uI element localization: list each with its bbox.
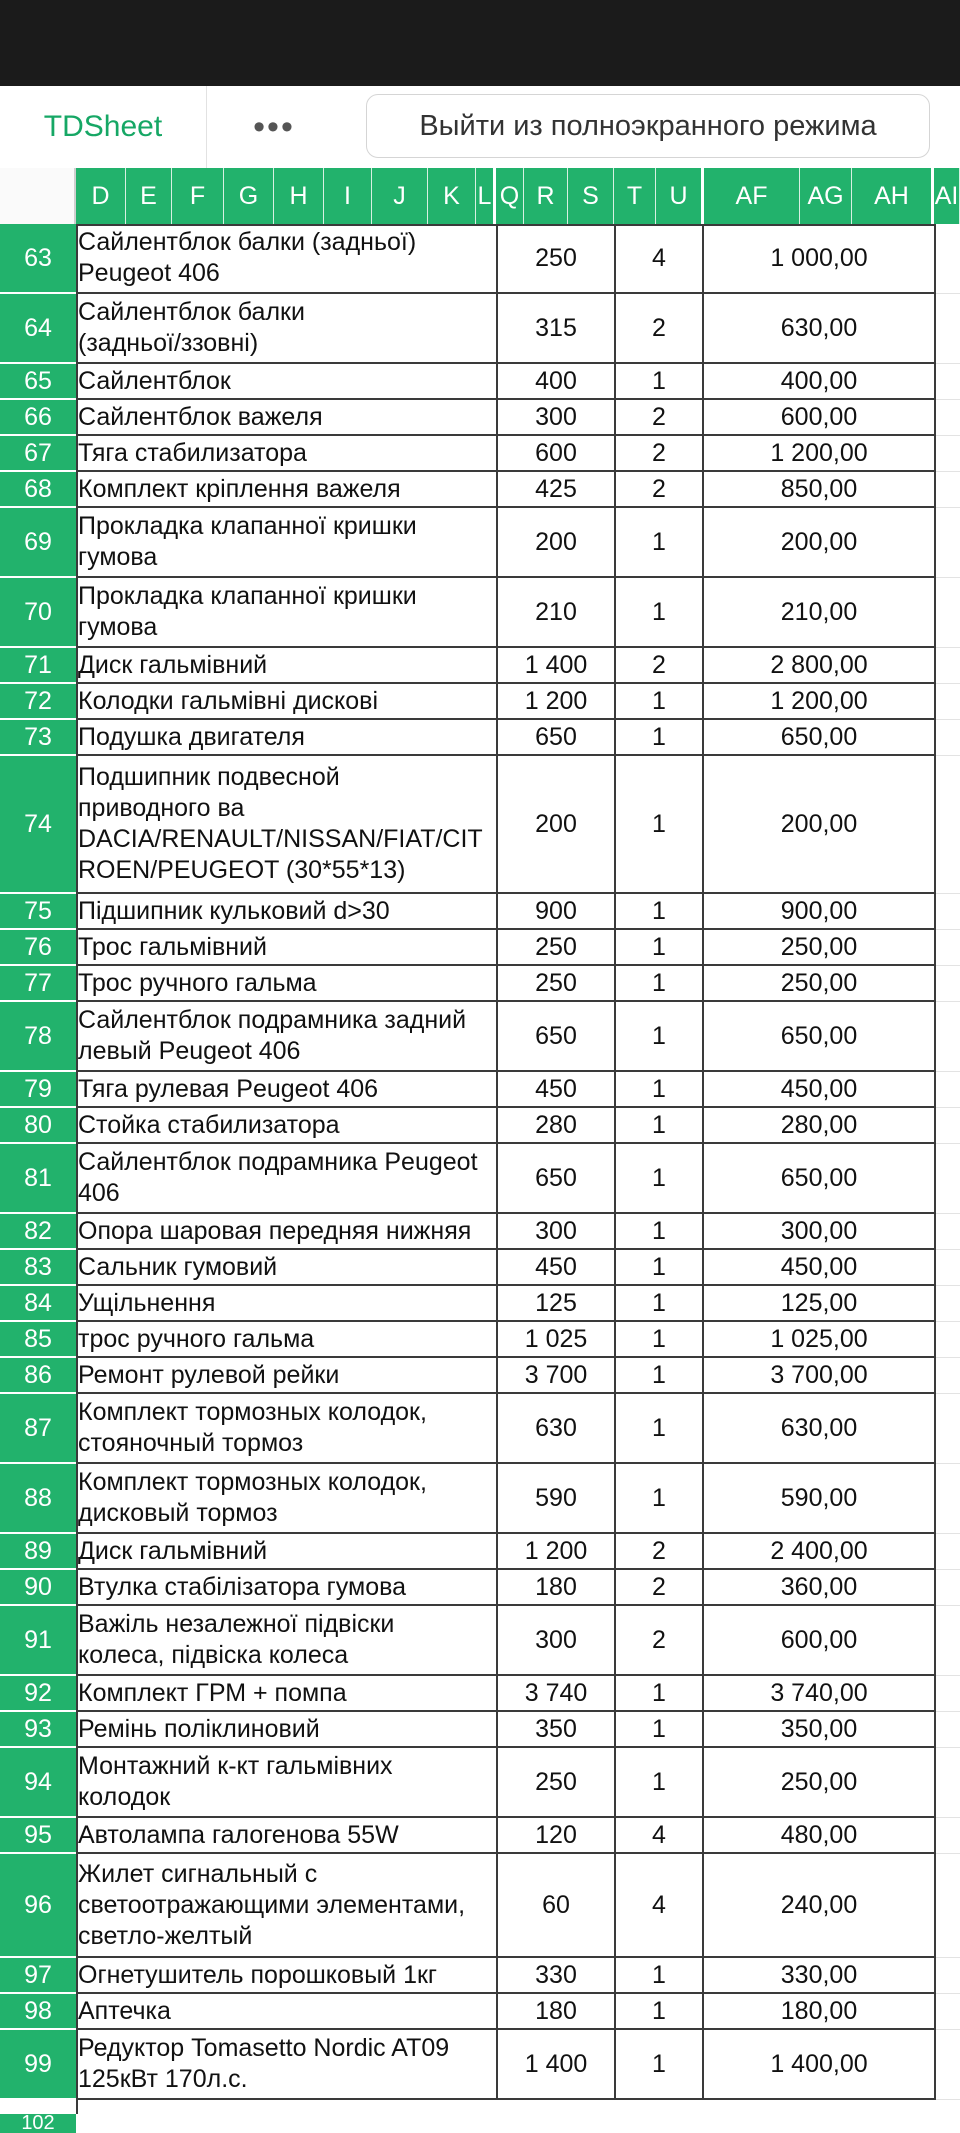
cell-item-name[interactable]: Диск гальмівний — [76, 1534, 498, 1570]
cell-sum[interactable]: 250,00 — [704, 966, 936, 1002]
cell-item-name[interactable]: Ремонт рулевой рейки — [76, 1358, 498, 1394]
row-header[interactable]: 75 — [0, 894, 76, 930]
row-header[interactable]: 79 — [0, 1072, 76, 1108]
cell-empty[interactable] — [936, 1676, 960, 1712]
table-row — [0, 472, 960, 508]
cell-sum[interactable]: 250,00 — [704, 1748, 936, 1818]
table-row — [0, 894, 960, 930]
row-header[interactable]: 68 — [0, 472, 76, 508]
cell-empty[interactable] — [936, 1570, 960, 1606]
cell-price[interactable]: 250 — [498, 224, 616, 294]
cell-quantity[interactable]: 1 — [616, 1286, 704, 1322]
row-header[interactable]: 92 — [0, 1676, 76, 1712]
cell-item-name[interactable]: Трос ручного гальма — [76, 966, 498, 1002]
cell-quantity[interactable]: 1 — [616, 1358, 704, 1394]
cell-sum[interactable]: 650,00 — [704, 1002, 936, 1072]
cell-sum[interactable]: 400,00 — [704, 364, 936, 400]
cell-quantity[interactable]: 1 — [616, 966, 704, 1002]
cell-price[interactable]: 1 200 — [498, 1534, 616, 1570]
table-row — [0, 1606, 960, 1676]
cell-quantity[interactable]: 1 — [616, 1214, 704, 1250]
cell-item-name[interactable]: Сайлентблок подрамника Peugeot 406 — [76, 1144, 498, 1214]
cell-sum[interactable]: 360,00 — [704, 1570, 936, 1606]
row-header[interactable]: 98 — [0, 1994, 76, 2030]
cell-item-name[interactable]: Жилет сигнальный с светоотражающими элементами, светло-желтый — [76, 1854, 498, 1958]
cell-item-name[interactable]: Сайлентблок важеля — [76, 400, 498, 436]
cell-item-name[interactable]: Сальник гумовий — [76, 1250, 498, 1286]
table-row — [0, 684, 960, 720]
table-row — [0, 1854, 960, 1958]
column-header-bar — [0, 168, 960, 226]
table-row — [0, 1286, 960, 1322]
cell-empty[interactable] — [936, 1748, 960, 1818]
cell-empty[interactable] — [936, 2030, 960, 2100]
cell-empty[interactable] — [936, 1394, 960, 1464]
table-row — [0, 1534, 960, 1570]
cell-price[interactable]: 3 740 — [498, 1676, 616, 1712]
table-row — [0, 1818, 960, 1854]
cell-empty[interactable] — [936, 966, 960, 1002]
row-header[interactable]: 93 — [0, 1712, 76, 1748]
cell-quantity[interactable]: 1 — [616, 930, 704, 966]
cell-price[interactable]: 1 400 — [498, 2030, 616, 2100]
cell-quantity[interactable]: 1 — [616, 1748, 704, 1818]
cell-empty[interactable] — [936, 1286, 960, 1322]
cell-quantity[interactable]: 1 — [616, 720, 704, 756]
cell-empty[interactable] — [936, 684, 960, 720]
cell-price[interactable]: 650 — [498, 720, 616, 756]
table-row — [0, 1002, 960, 1072]
cell-sum[interactable]: 480,00 — [704, 1818, 936, 1854]
row-header[interactable]: 89 — [0, 1534, 76, 1570]
cell-price[interactable]: 590 — [498, 1464, 616, 1534]
cell-item-name[interactable]: Подушка двигателя — [76, 720, 498, 756]
table-row — [0, 966, 960, 1002]
row-header[interactable]: 63 — [0, 224, 76, 294]
column-header-r[interactable]: R — [524, 168, 568, 224]
column-header-i[interactable]: I — [324, 168, 372, 224]
cell-empty[interactable] — [936, 1072, 960, 1108]
cell-empty[interactable] — [936, 1250, 960, 1286]
row-header[interactable]: 74 — [0, 756, 76, 894]
cell-quantity[interactable]: 1 — [616, 1994, 704, 2030]
cell-price[interactable]: 60 — [498, 1854, 616, 1958]
table-row — [0, 2114, 960, 2133]
cell-sum[interactable]: 280,00 — [704, 1108, 936, 1144]
column-header-ai[interactable]: AI — [934, 168, 960, 224]
row-header[interactable]: 94 — [0, 1748, 76, 1818]
cell-empty[interactable] — [936, 1958, 960, 1994]
cell-item-name[interactable]: Редуктор Tomasetto Nordic AT09 125кВт 170л.с. — [76, 2030, 498, 2100]
cell-quantity[interactable]: 2 — [616, 400, 704, 436]
cell-empty[interactable] — [936, 930, 960, 966]
cell-sum[interactable]: 600,00 — [704, 400, 936, 436]
cell-price[interactable]: 300 — [498, 1606, 616, 1676]
cell-quantity[interactable]: 2 — [616, 294, 704, 364]
cell-sum[interactable]: 3 740,00 — [704, 1676, 936, 1712]
row-header[interactable]: 87 — [0, 1394, 76, 1464]
cell-quantity[interactable]: 1 — [616, 1002, 704, 1072]
cell-empty[interactable] — [936, 1854, 960, 1958]
row-header[interactable]: 96 — [0, 1854, 76, 1958]
cell-empty[interactable] — [936, 894, 960, 930]
row-header[interactable]: 77 — [0, 966, 76, 1002]
cell-item-name[interactable]: Комплект кріплення важеля — [76, 472, 498, 508]
cell-price[interactable]: 900 — [498, 894, 616, 930]
row-header[interactable]: 72 — [0, 684, 76, 720]
table-row — [0, 1394, 960, 1464]
column-header-l[interactable]: L — [476, 168, 496, 224]
cell-sum[interactable]: 2 800,00 — [704, 648, 936, 684]
cell-price[interactable]: 125 — [498, 1286, 616, 1322]
cell-price[interactable]: 1 200 — [498, 684, 616, 720]
cell-item-name[interactable]: Ущільнення — [76, 1286, 498, 1322]
cell-sum[interactable]: 630,00 — [704, 294, 936, 364]
table-row — [0, 1214, 960, 1250]
cell-empty[interactable] — [936, 294, 960, 364]
cell-item-name[interactable]: Огнетушитель порошковый 1кг — [76, 1958, 498, 1994]
row-header[interactable]: 86 — [0, 1358, 76, 1394]
cell-price[interactable]: 315 — [498, 294, 616, 364]
cell-quantity[interactable]: 1 — [616, 364, 704, 400]
cell-quantity[interactable]: 2 — [616, 648, 704, 684]
row-header[interactable]: 83 — [0, 1250, 76, 1286]
select-all-corner[interactable] — [0, 168, 76, 224]
cell-empty[interactable] — [936, 508, 960, 578]
cell-price[interactable]: 425 — [498, 472, 616, 508]
column-header-ah[interactable]: AH — [852, 168, 934, 224]
cell-sum[interactable]: 590,00 — [704, 1464, 936, 1534]
cell-price[interactable]: 600 — [498, 436, 616, 472]
cell-item-name[interactable]: Монтажний к-кт гальмівних колодок — [76, 1748, 498, 1818]
row-header[interactable]: 78 — [0, 1002, 76, 1072]
row-header[interactable]: 95 — [0, 1818, 76, 1854]
cell-price[interactable]: 120 — [498, 1818, 616, 1854]
cell-sum[interactable]: 1 000,00 — [704, 224, 936, 294]
table-row — [0, 1358, 960, 1394]
table-row — [0, 1570, 960, 1606]
table-row — [0, 578, 960, 648]
column-header-g[interactable]: G — [224, 168, 274, 224]
row-header[interactable]: 102 — [0, 2114, 76, 2133]
cell-price[interactable]: 1 025 — [498, 1322, 616, 1358]
cell-price[interactable]: 300 — [498, 400, 616, 436]
cell-quantity[interactable]: 1 — [616, 578, 704, 648]
cell-price[interactable]: 250 — [498, 930, 616, 966]
row-header[interactable]: 73 — [0, 720, 76, 756]
cell-sum[interactable]: 350,00 — [704, 1712, 936, 1748]
cell-item-name[interactable]: Тяга рулевая Peugeot 406 — [76, 1072, 498, 1108]
cell-empty[interactable] — [936, 1994, 960, 2030]
cell-sum[interactable]: 1 200,00 — [704, 436, 936, 472]
cell-quantity[interactable]: 1 — [616, 1108, 704, 1144]
row-header[interactable]: 80 — [0, 1108, 76, 1144]
cell-price[interactable]: 650 — [498, 1002, 616, 1072]
table-row — [0, 1994, 960, 2030]
cell-empty[interactable] — [936, 648, 960, 684]
column-header-q[interactable]: Q — [496, 168, 524, 224]
cell-price[interactable]: 630 — [498, 1394, 616, 1464]
column-header-u[interactable]: U — [656, 168, 704, 224]
table-row — [0, 2030, 960, 2100]
cell-quantity[interactable]: 1 — [616, 2030, 704, 2100]
cell-item-name[interactable]: Тяга стабилизатора — [76, 436, 498, 472]
cell-quantity[interactable]: 2 — [616, 1570, 704, 1606]
cell-quantity[interactable]: 1 — [616, 1072, 704, 1108]
cell-price[interactable]: 180 — [498, 1994, 616, 2030]
cell-item-name[interactable]: Комплект тормозных колодок, дисковый тормоз — [76, 1464, 498, 1534]
table-row — [0, 1748, 960, 1818]
cell-price[interactable]: 450 — [498, 1250, 616, 1286]
table-row — [0, 1464, 960, 1534]
table-row — [0, 1250, 960, 1286]
row-header[interactable]: 82 — [0, 1214, 76, 1250]
cell-item-name[interactable]: Стойка стабилизатора — [76, 1108, 498, 1144]
cell-quantity[interactable]: 1 — [616, 1464, 704, 1534]
cell-sum[interactable]: 3 700,00 — [704, 1358, 936, 1394]
cell-empty[interactable] — [936, 578, 960, 648]
cell-item-name[interactable]: Ремінь поліклиновий — [76, 1712, 498, 1748]
cell-item-name[interactable]: Сайлентблок балки (задньої) Peugeot 406 — [76, 224, 498, 294]
row-header[interactable]: 64 — [0, 294, 76, 364]
cell-sum[interactable]: 250,00 — [704, 930, 936, 966]
cell-item-name[interactable]: Опора шаровая передняя нижняя — [76, 1214, 498, 1250]
cell-item-name[interactable]: Сайлентблок балки (задньої/ззовні) — [76, 294, 498, 364]
cell-quantity[interactable]: 4 — [616, 224, 704, 294]
column-header-j[interactable]: J — [372, 168, 428, 224]
cell-empty[interactable] — [936, 472, 960, 508]
cell-sum[interactable]: 450,00 — [704, 1250, 936, 1286]
cell-empty[interactable] — [936, 1464, 960, 1534]
column-header-h[interactable]: H — [274, 168, 324, 224]
cell-quantity[interactable]: 4 — [616, 1818, 704, 1854]
cell-quantity[interactable]: 1 — [616, 894, 704, 930]
cell-item-name[interactable]: Прокладка клапанної кришки гумова — [76, 578, 498, 648]
cell-price[interactable]: 330 — [498, 1958, 616, 1994]
row-header[interactable]: 99 — [0, 2030, 76, 2100]
cell-sum[interactable]: 210,00 — [704, 578, 936, 648]
column-header-af[interactable]: AF — [704, 168, 800, 224]
cell-item-name[interactable]: Важіль незалежної підвіски колеса, підвіска колеса — [76, 1606, 498, 1676]
column-header-ag[interactable]: AG — [800, 168, 852, 224]
cell-price[interactable]: 350 — [498, 1712, 616, 1748]
table-row — [0, 1676, 960, 1712]
row-header[interactable]: 90 — [0, 1570, 76, 1606]
row-header[interactable]: 67 — [0, 436, 76, 472]
row-header[interactable]: 71 — [0, 648, 76, 684]
cell-empty[interactable] — [936, 364, 960, 400]
row-header[interactable]: 76 — [0, 930, 76, 966]
cell-sum[interactable]: 180,00 — [704, 1994, 936, 2030]
cell-quantity[interactable]: 1 — [616, 1250, 704, 1286]
cell-empty[interactable] — [936, 400, 960, 436]
row-header[interactable]: 84 — [0, 1286, 76, 1322]
table-row — [0, 224, 960, 294]
table-row — [0, 436, 960, 472]
cell-quantity[interactable]: 1 — [616, 1676, 704, 1712]
column-header-t[interactable]: T — [614, 168, 656, 224]
cell-item-name[interactable]: Подшипник подвесной приводного ва DACIA/RENAULT/NISSAN/FIAT/CIT ROEN/PEUGEOT (30*55*13) — [76, 756, 498, 894]
cell-empty[interactable] — [936, 436, 960, 472]
cell-price[interactable]: 300 — [498, 1214, 616, 1250]
cell-empty[interactable] — [936, 756, 960, 894]
cell-sum[interactable]: 1 400,00 — [704, 2030, 936, 2100]
cell-quantity[interactable]: 1 — [616, 684, 704, 720]
table-row — [0, 364, 960, 400]
cell-quantity[interactable]: 1 — [616, 1958, 704, 1994]
cell-quantity[interactable]: 1 — [616, 508, 704, 578]
row-header[interactable]: 69 — [0, 508, 76, 578]
cell-item-name[interactable]: Автолампа галогенова 55W — [76, 1818, 498, 1854]
column-header-k[interactable]: K — [428, 168, 476, 224]
cell-quantity[interactable]: 1 — [616, 1712, 704, 1748]
cell-quantity[interactable]: 2 — [616, 436, 704, 472]
cell-quantity[interactable]: 1 — [616, 1144, 704, 1214]
cell-price[interactable]: 3 700 — [498, 1358, 616, 1394]
cell-quantity[interactable]: 1 — [616, 1322, 704, 1358]
cell-empty[interactable] — [936, 224, 960, 294]
cell-price[interactable]: 180 — [498, 1570, 616, 1606]
row-header[interactable]: 88 — [0, 1464, 76, 1534]
row-header[interactable]: 91 — [0, 1606, 76, 1676]
cell-price[interactable]: 250 — [498, 966, 616, 1002]
cell-empty[interactable] — [936, 1214, 960, 1250]
cell-item-name[interactable]: Сайлентблок — [76, 364, 498, 400]
table-row — [0, 508, 960, 578]
row-header[interactable]: 81 — [0, 1144, 76, 1214]
table-row — [0, 1958, 960, 1994]
toolbar — [0, 86, 960, 169]
cell-empty[interactable] — [936, 720, 960, 756]
cell-sum[interactable]: 300,00 — [704, 1214, 936, 1250]
cell-item-name[interactable]: Прокладка клапанної кришки гумова — [76, 508, 498, 578]
cell-empty[interactable] — [936, 1108, 960, 1144]
cell-price[interactable]: 280 — [498, 1108, 616, 1144]
table-row — [0, 1322, 960, 1358]
table-row — [0, 1072, 960, 1108]
cell-sum[interactable]: 1 200,00 — [704, 684, 936, 720]
table-row — [0, 294, 960, 364]
sheet-tab[interactable]: TDSheet — [0, 86, 207, 168]
cell-sum[interactable]: 330,00 — [704, 1958, 936, 1994]
cell-item-name[interactable]: Підшипник кульковий d>30 — [76, 894, 498, 930]
cell-empty[interactable] — [936, 1818, 960, 1854]
cell-sum[interactable]: 650,00 — [704, 1144, 936, 1214]
cell-sum[interactable]: 450,00 — [704, 1072, 936, 1108]
table-row — [0, 720, 960, 756]
cell-sum[interactable]: 200,00 — [704, 756, 936, 894]
column-header-s[interactable]: S — [568, 168, 614, 224]
cell-price[interactable]: 400 — [498, 364, 616, 400]
cell-price[interactable]: 1 400 — [498, 648, 616, 684]
cell-item-name[interactable]: Трос гальмівний — [76, 930, 498, 966]
cell-price[interactable]: 210 — [498, 578, 616, 648]
cell-item-name[interactable]: Сайлентблок подрамника задний левый Peugeot 406 — [76, 1002, 498, 1072]
table-row — [0, 1712, 960, 1748]
table-row — [0, 1144, 960, 1214]
row-header[interactable]: 65 — [0, 364, 76, 400]
cell-sum[interactable]: 1 025,00 — [704, 1322, 936, 1358]
cell-quantity[interactable]: 1 — [616, 1394, 704, 1464]
spreadsheet-grid — [0, 224, 960, 2133]
cell-empty[interactable] — [936, 1712, 960, 1748]
row-header[interactable]: 66 — [0, 400, 76, 436]
cell-item-name[interactable]: Колодки гальмівні дискові — [76, 684, 498, 720]
cell-price[interactable]: 650 — [498, 1144, 616, 1214]
cell-quantity[interactable]: 2 — [616, 1606, 704, 1676]
cell-item-name[interactable]: трос ручного гальма — [76, 1322, 498, 1358]
cell-sum[interactable]: 125,00 — [704, 1286, 936, 1322]
cell-empty[interactable] — [936, 1322, 960, 1358]
row-header[interactable]: 97 — [0, 1958, 76, 1994]
table-row — [0, 756, 960, 894]
cell-sum[interactable]: 600,00 — [704, 1606, 936, 1676]
cell-sum[interactable]: 650,00 — [704, 720, 936, 756]
cell-sum[interactable]: 240,00 — [704, 1854, 936, 1958]
cell-item-name[interactable]: Комплект тормозных колодок, стояночный тормоз — [76, 1394, 498, 1464]
cell-sum[interactable]: 900,00 — [704, 894, 936, 930]
cell-price[interactable]: 200 — [498, 508, 616, 578]
cell-sum[interactable]: 2 400,00 — [704, 1534, 936, 1570]
cell-sum[interactable]: 630,00 — [704, 1394, 936, 1464]
cell-price[interactable]: 450 — [498, 1072, 616, 1108]
row-header[interactable]: 70 — [0, 578, 76, 648]
cell-sum[interactable]: 850,00 — [704, 472, 936, 508]
cell-price[interactable]: 200 — [498, 756, 616, 894]
cell-item-name[interactable]: Аптечка — [76, 1994, 498, 2030]
row-header[interactable]: 85 — [0, 1322, 76, 1358]
table-row — [0, 930, 960, 966]
more-options-button[interactable]: ••• — [253, 107, 295, 146]
cell-item-name[interactable]: Комплект ГРМ + помпа — [76, 1676, 498, 1712]
cell-empty[interactable] — [936, 1534, 960, 1570]
cell-item-name[interactable]: Втулка стабілізатора гумова — [76, 1570, 498, 1606]
cell-empty[interactable] — [936, 1144, 960, 1214]
cell-empty[interactable] — [936, 1002, 960, 1072]
cell-item-name[interactable]: Диск гальмівний — [76, 648, 498, 684]
column-header-d[interactable]: D — [76, 168, 126, 224]
table-row — [0, 400, 960, 436]
cell-quantity[interactable]: 2 — [616, 472, 704, 508]
table-row — [0, 648, 960, 684]
cell-quantity[interactable]: 1 — [616, 756, 704, 894]
cell-empty[interactable] — [936, 1606, 960, 1676]
cell-quantity[interactable]: 2 — [616, 1534, 704, 1570]
column-header-e[interactable]: E — [126, 168, 172, 224]
cell-quantity[interactable]: 4 — [616, 1854, 704, 1958]
column-header-f[interactable]: F — [172, 168, 224, 224]
cell-empty[interactable] — [936, 1358, 960, 1394]
cell-price[interactable]: 250 — [498, 1748, 616, 1818]
status-bar — [0, 0, 960, 86]
table-row — [0, 1108, 960, 1144]
exit-fullscreen-button[interactable]: Выйти из полноэкранного режима — [366, 94, 930, 158]
cell-sum[interactable]: 200,00 — [704, 508, 936, 578]
